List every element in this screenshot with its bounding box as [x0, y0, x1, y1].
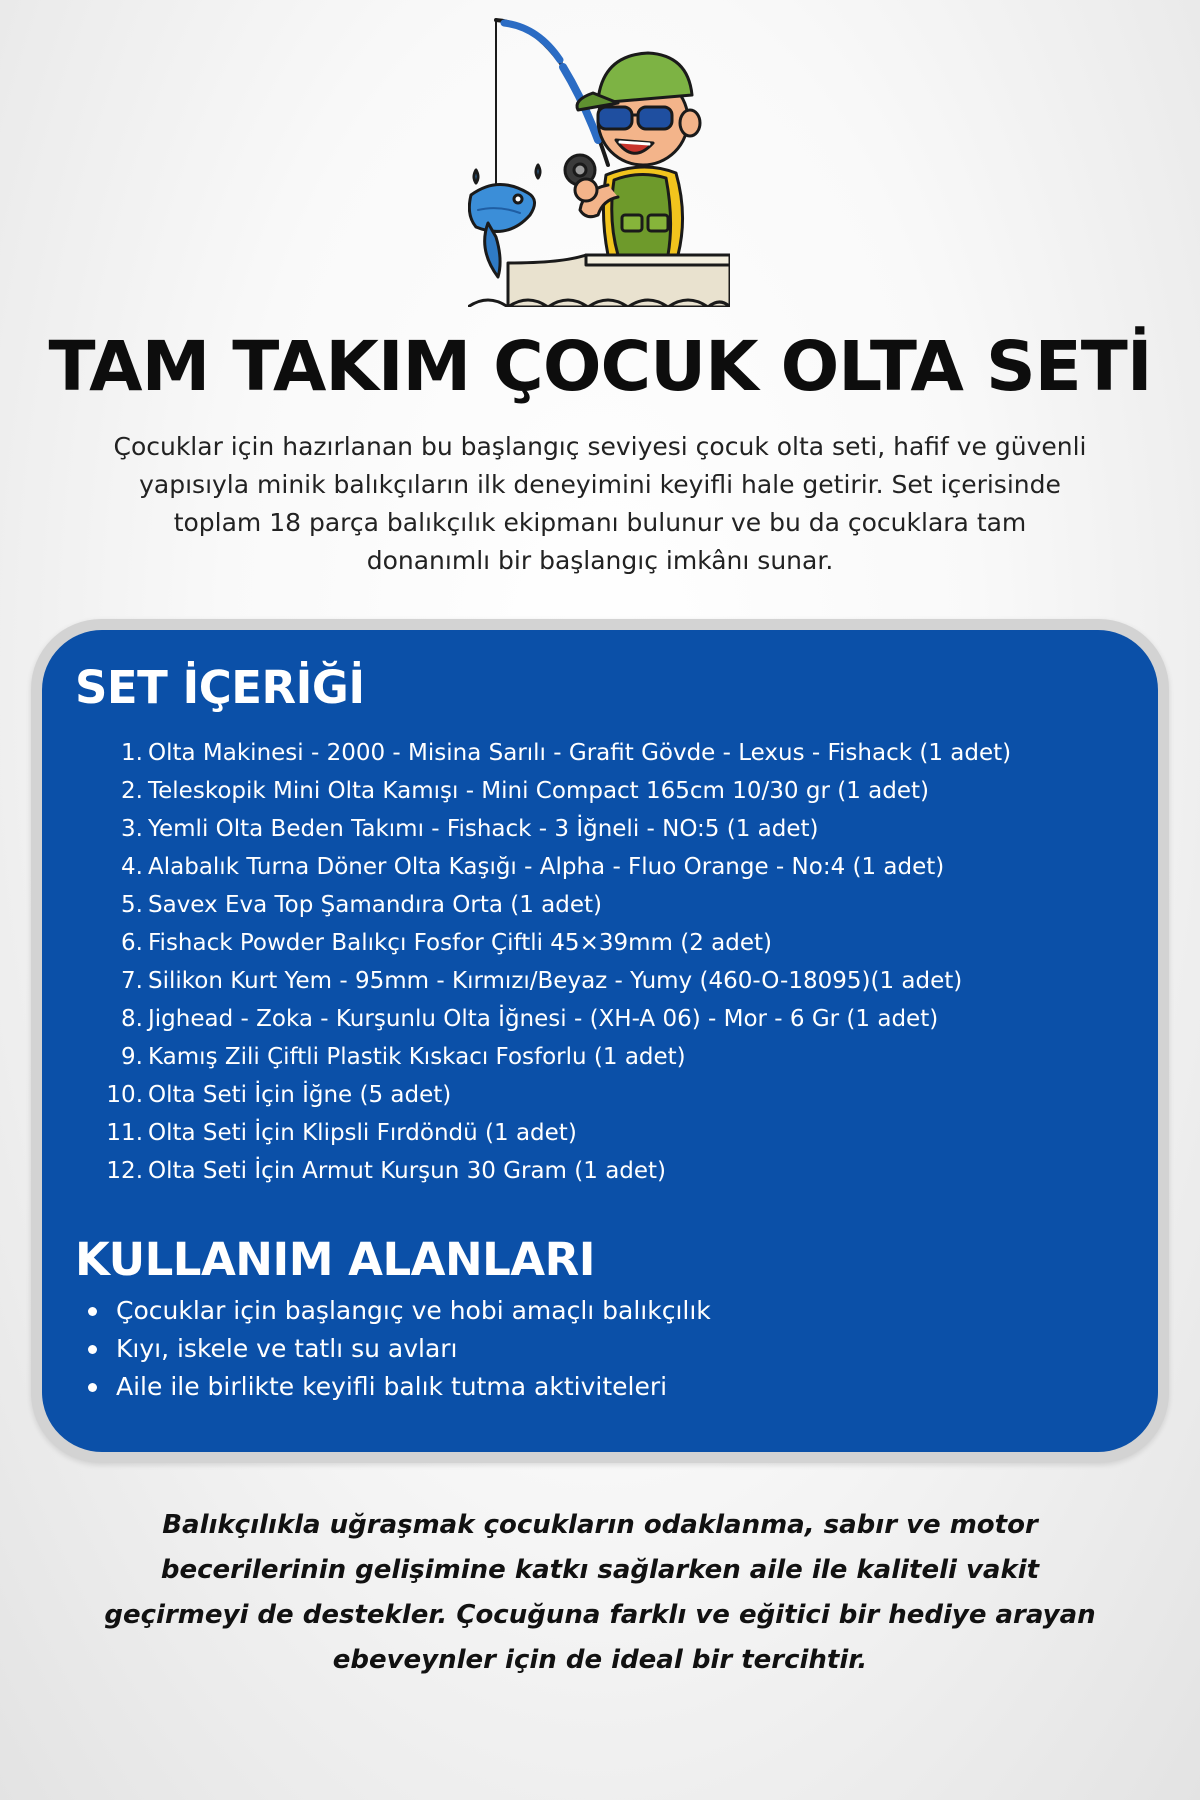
item-number: 3. [121, 816, 143, 842]
set-contents-title: SET İÇERİĞİ [75, 661, 365, 714]
intro-paragraph: Çocuklar için hazırlanan bu başlangıç seviyesi çocuk olta seti, hafif ve güvenli yapısıyla minik balıkçıların ilk deneyimini keyifli hale getirir. Set içerisinde toplam 18 parça balıkçılık ekipmanı bulunur ve bu da çocuklara tam donanımlı bir başlangıç imkânı sunar. [113, 432, 1087, 575]
item-text: Kamış Zili Çiftli Plastik Kıskacı Fosforlu (1 adet) [148, 1044, 686, 1070]
item-text: Olta Makinesi - 2000 - Misina Sarılı - Grafit Gövde - Lexus - Fishack (1 adet) [148, 740, 1012, 766]
list-item [42, 886, 1122, 924]
item-text: Yemli Olta Beden Takımı - Fishack - 3 İğneli - NO:5 (1 adet) [148, 816, 819, 842]
usage-areas-title: KULLANIM ALANLARI [75, 1233, 596, 1286]
list-item [42, 1292, 1042, 1330]
item-number: 7. [121, 968, 143, 994]
usage-text: Kıyı, iskele ve tatlı su avları [116, 1334, 458, 1363]
item-number: 1. [121, 740, 143, 766]
list-item [42, 1076, 1122, 1114]
list-item [42, 734, 1122, 772]
list-item [42, 1000, 1122, 1038]
closing-paragraph: Balıkçılıkla uğraşmak çocukların odaklanma, sabır ve motor becerilerinin gelişimine katkı sağlarken aile ile kaliteli vakit geçirmeyi de destekler. Çocuğuna farklı ve eğitici bir hediye arayan ebeveynler için de ideal bir tercihtir. [104, 1510, 1096, 1675]
content-card [42, 630, 1158, 1452]
item-text: Olta Seti İçin İğne (5 adet) [148, 1082, 452, 1108]
list-item [42, 1368, 1042, 1406]
item-text: Silikon Kurt Yem - 95mm - Kırmızı/Beyaz - Yumy (460-O-18095)(1 adet) [148, 968, 963, 994]
kid-fishing-illustration [468, 15, 730, 307]
item-number: 4. [121, 854, 143, 880]
list-item [42, 810, 1122, 848]
usage-text: Aile ile birlikte keyifli balık tutma aktiviteleri [116, 1372, 668, 1401]
item-number: 12. [106, 1158, 143, 1184]
list-item [42, 1038, 1122, 1076]
list-item [42, 962, 1122, 1000]
set-contents-list [42, 734, 1122, 1190]
item-text: Olta Seti İçin Klipsli Fırdöndü (1 adet) [148, 1120, 577, 1146]
list-item [42, 848, 1122, 886]
item-number: 2. [121, 778, 143, 804]
item-text: Olta Seti İçin Armut Kurşun 30 Gram (1 adet) [148, 1158, 667, 1184]
item-text: Jighead - Zoka - Kurşunlu Olta İğnesi - (XH-A 06) - Mor - 6 Gr (1 adet) [148, 1006, 939, 1032]
bullet-icon [88, 1383, 97, 1392]
list-item [42, 1152, 1122, 1190]
item-number: 5. [121, 892, 143, 918]
item-number: 8. [121, 1006, 143, 1032]
item-text: Alabalık Turna Döner Olta Kaşığı - Alpha - Fluo Orange - No:4 (1 adet) [148, 854, 945, 880]
bullet-icon [88, 1345, 97, 1354]
item-number: 6. [121, 930, 143, 956]
list-item [42, 1330, 1042, 1368]
usage-areas-list [42, 1292, 1042, 1406]
bullet-icon [88, 1307, 97, 1316]
item-number: 11. [106, 1120, 143, 1146]
item-text: Savex Eva Top Şamandıra Orta (1 adet) [148, 892, 603, 918]
page-title: TAM TAKIM ÇOCUK OLTA SETİ [48, 327, 1152, 407]
item-number: 9. [121, 1044, 143, 1070]
item-text: Fishack Powder Balıkçı Fosfor Çiftli 45×39mm (2 adet) [148, 930, 772, 956]
list-item [42, 924, 1122, 962]
list-item [42, 1114, 1122, 1152]
item-number: 10. [106, 1082, 143, 1108]
list-item [42, 772, 1122, 810]
item-text: Teleskopik Mini Olta Kamışı - Mini Compact 165cm 10/30 gr (1 adet) [148, 778, 929, 804]
usage-text: Çocuklar için başlangıç ve hobi amaçlı balıkçılık [116, 1296, 711, 1325]
